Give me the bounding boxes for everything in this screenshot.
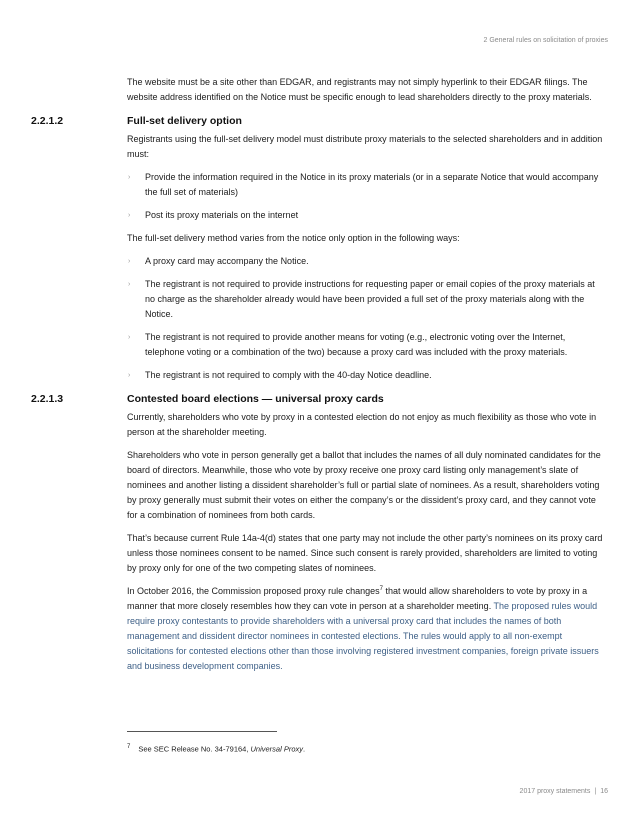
paragraph: That’s because current Rule 14a-4(d) states that one party may not include the other party’s nominees on its proxy card unless those nominees consent to be named. Since such consent is rarely provided, shareholders are limited to voting by proxy only for one of the two competing slates of nominees. bbox=[127, 533, 603, 573]
section-number: 2.2.1.3 bbox=[31, 393, 64, 405]
section-contested-elections bbox=[31, 391, 607, 674]
list-item: › A proxy card may accompany the Notice. bbox=[127, 254, 607, 269]
footnote-number: 7 bbox=[127, 744, 131, 750]
list-item: › The registrant is not required to provide another means for voting (e.g., electronic voting over the Internet, telephone voting or a combination of the two) because a proxy card was included with the proxy materials. bbox=[128, 332, 568, 357]
bullet-list-differences bbox=[127, 254, 607, 383]
paragraph-proposed-rules: In October 2016, the Commission proposed proxy rule changes$^7$ that would allow shareholders to vote by proxy in a manner that more closely resembles how they can vote in person at a shareholder meeting. The proposed rules would require proxy contestants to provide shareholders with a universal proxy card that includes the names of both management and dissident director nominees in contested elections. The rules would apply to all non-exempt solicitations for contested elections other than those involving registered investment companies, foreign private issuers and business development companies. bbox=[127, 586, 599, 671]
list-item: › The registrant is not required to provide instructions for requesting paper or email copies of the proxy materials at no charge as the shareholder already would have been provided a full set of the proxy materials along with the Notice. bbox=[128, 279, 595, 319]
bullet-marker-icon: › bbox=[128, 281, 131, 288]
footnote-reference[interactable]: 7 bbox=[379, 586, 383, 592]
paragraph: Currently, shareholders who vote by proxy in a contested election do not enjoy as much flexibility as those who vote in person at the shareholder meeting. bbox=[127, 412, 597, 437]
section-title: Contested board elections — universal proxy cards bbox=[127, 393, 384, 405]
intro-paragraph: The website must be a site other than EDGAR, and registrants may not simply hyperlink to their EDGAR filings. The website address identified on the Notice must be specific enough to lead shareholders directly to the proxy materials. bbox=[127, 77, 592, 102]
highlighted-text: The proposed rules would require proxy contestants to provide shareholders with a universal proxy card that includes the names of both management and dissident director nominees in contested elections. The rules would apply to all non-exempt solicitations for contested elections other than those involving registered investment companies, foreign private issuers and business development companies. bbox=[127, 601, 599, 671]
footnote: $^7$ See SEC Release No. 34-79164, Universal Proxy. bbox=[127, 744, 306, 754]
section-transition: The full-set delivery method varies from the notice only option in the following ways: bbox=[127, 233, 460, 243]
list-item: › The registrant is not required to comply with the 40-day Notice deadline. bbox=[127, 368, 607, 383]
section-lead: Registrants using the full-set delivery model must distribute proxy materials to the selected shareholders and in addition must: bbox=[127, 134, 603, 159]
section-number: 2.2.1.2 bbox=[31, 115, 64, 127]
list-item: › Provide the information required in the Notice in its proxy materials (or in a separate Notice that would accompany the full set of materials) bbox=[128, 172, 599, 197]
bullet-marker-icon: › bbox=[128, 174, 131, 181]
paragraph: Shareholders who vote in person generally get a ballot that includes the names of all duly nominated candidates for the board of directors. Meanwhile, those who vote by proxy receive one proxy card listing only management’s slate of nominees and another listing a dissident shareholder’s full or partial slate of nominees. As a result, shareholders voting by proxy generally must submit their votes on either the company’s or the dissident’s proxy card, and they cannot vote for a combination of nominees from both cards. bbox=[127, 450, 601, 520]
bullet-marker-icon: › bbox=[128, 212, 131, 219]
bullet-marker-icon: › bbox=[128, 258, 131, 265]
page-number: 16 bbox=[600, 788, 608, 795]
section-full-set-delivery bbox=[31, 113, 607, 383]
bullet-marker-icon: › bbox=[128, 334, 131, 341]
footnote-divider bbox=[127, 731, 277, 732]
running-header: 2 General rules on solicitation of proxies bbox=[483, 37, 608, 44]
list-item: › Post its proxy materials on the internet bbox=[127, 208, 607, 223]
section-title: Full-set delivery option bbox=[127, 115, 242, 127]
main-content bbox=[31, 75, 607, 682]
page-footer bbox=[520, 788, 608, 795]
bullet-list-requirements bbox=[127, 170, 607, 223]
footer-publication: 2017 proxy statements bbox=[519, 788, 591, 795]
footnote-title: Universal Proxy bbox=[250, 744, 304, 754]
bullet-marker-icon: › bbox=[128, 372, 131, 379]
footer-separator: | bbox=[594, 788, 597, 795]
